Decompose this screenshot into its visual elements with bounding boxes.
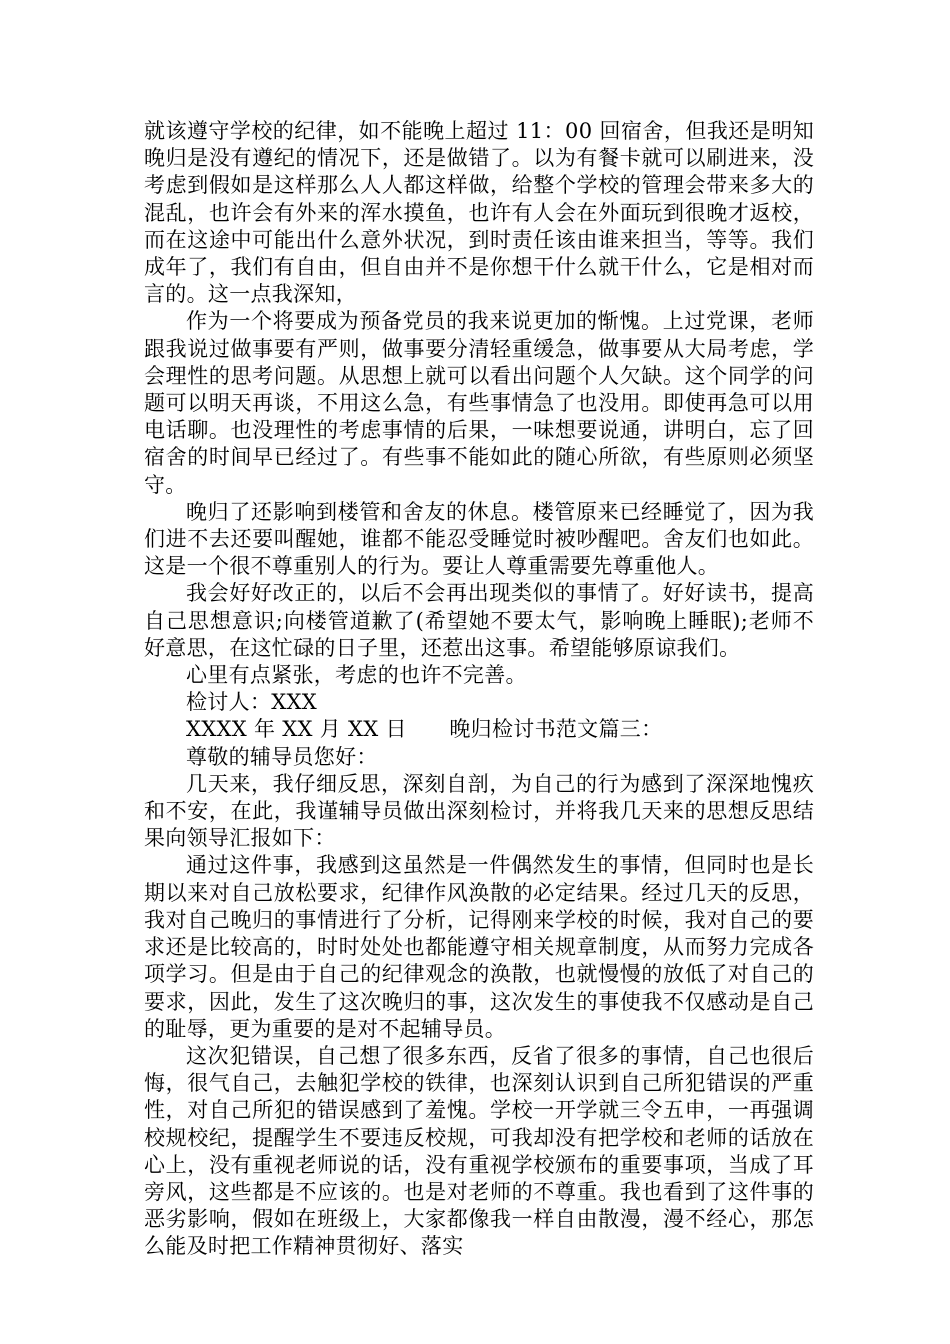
date-and-section-title: XXXX 年 XX 月 XX 日 晚归检讨书范文篇三： <box>186 717 663 742</box>
paragraph-analysis: 通过这件事，我感到这虽然是一件偶然发生的事情，但同时也是长期以来对自己放松要求，纪律作风涣散的必定结果。经过几天的反思，我对自己晚归的事情进行了分析，记得刚来学校的时候，我对自己的要求还是比较高的，时时处处也都能遵守相关规章制度，从而努力完成各项学习。但是由于自己的纪律观念的涣散，也就慢慢的放低了对自己的要求，因此，发生了这次晚归的事，这次发生的事使我不仅感动是自己的耻辱，更为重要的是对不起辅导员。 <box>144 853 814 1041</box>
document-page <box>144 118 814 1261</box>
paragraph-continuation: 就该遵守学校的纪律，如不能晚上超过 11：00 回宿舍，但我还是明知晚归是没有遵纪的情况下，还是做错了。以为有餐卡就可以刷进来，没考虑到假如是这样那么人人都这样做，给整个学校的管理会带来多大的混乱，也许会有外来的浑水摸鱼，也许有人会在外面玩到很晚才返校，而在这途中可能出什么意外状况，到时责任该由谁来担当，等等。我们成年了，我们有自由，但自由并不是你想干什么就干什么，它是相对而言的。这一点我深知， <box>144 119 814 307</box>
paragraph-promise: 我会好好改正的，以后不会再出现类似的事情了。好好读书，提高自己思想意识;向楼管道歉了(希望她不要太气，影响晚上睡眠);老师不好意思，在这忙碌的日子里，还惹出这事。希望能够原谅我们。 <box>144 581 814 660</box>
paragraph-party-member: 作为一个将要成为预备党员的我来说更加的惭愧。上过党课，老师跟我说过做事要有严则，做事要分清轻重缓急，做事要从大局考虑，学会理性的思考问题。从思想上就可以看出问题个人欠缺。这个同学的问题可以明天再谈，不用这么急，有些事情急了也没用。即使再急可以用电话聊。也没理性的考虑事情的后果，一味想要说通，讲明白，忘了回宿舍的时间早已经过了。有些事不能如此的随心所欲，有些原则必须坚守。 <box>144 309 814 497</box>
paragraph-consequences: 这次犯错误，自己想了很多东西，反省了很多的事情，自己也很后悔，很气自己，去触犯学校的铁律，也深刻认识到自己所犯错误的严重性，对自己所犯的错误感到了羞愧。学校一开学就三令五申，一再强调校规校纪，提醒学生不要违反校规，可我却没有把学校和老师的话放在心上，没有重视老师说的话，没有重视学校颁布的重要事项，当成了耳旁风，这些都是不应该的。也是对老师的不尊重。我也看到了这件事的恶劣影响，假如在班级上，大家都像我一样自由散漫，漫不经心，那怎么能及时把工作精神贯彻好、落实 <box>144 1043 814 1259</box>
paragraph-nervous: 心里有点紧张，考虑的也许不完善。 <box>186 663 527 688</box>
salutation: 尊敬的辅导员您好： <box>186 744 378 769</box>
paragraph-dorm-manager: 晚归了还影响到楼管和舍友的休息。楼管原来已经睡觉了，因为我们进不去还要叫醒她，谁都不能忍受睡觉时被吵醒吧。舍友们也如此。这是一个很不尊重别人的行为。要让人尊重需要先尊重他人。 <box>144 499 814 579</box>
paragraph-reflection: 几天来，我仔细反思，深刻自剖，为自己的行为感到了深深地愧疚和不安，在此，我谨辅导员做出深刻检讨，并将我几天来的思想反思结果向领导汇报如下： <box>144 771 814 851</box>
signature-line: 检讨人：XXX <box>186 690 317 715</box>
